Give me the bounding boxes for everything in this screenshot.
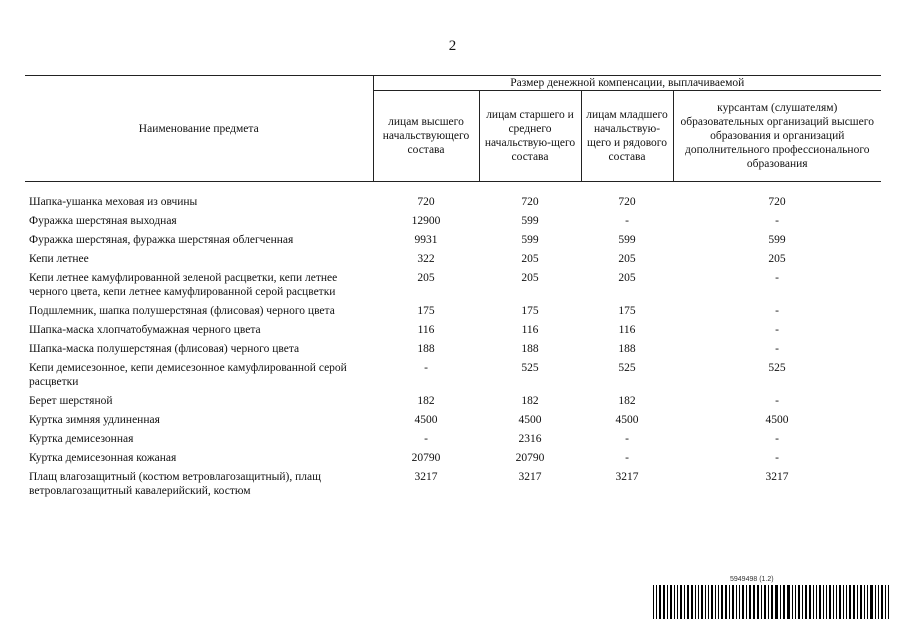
- item-name-cell: Куртка зимняя удлиненная: [29, 414, 160, 427]
- value-cell: 720: [618, 196, 636, 209]
- value-cell: 4500: [414, 414, 438, 427]
- value-cell: -: [775, 324, 779, 337]
- value-cell: 205: [618, 272, 636, 285]
- item-name-cell: Куртка демисезонная кожаная: [29, 452, 177, 465]
- value-cell: 20790: [411, 452, 441, 465]
- item-name-cell: Куртка демисезонная: [29, 433, 134, 446]
- item-name-cell: Кепи летнее: [29, 253, 89, 266]
- value-cell: 182: [618, 395, 636, 408]
- table-row: [25, 212, 881, 231]
- value-cell: 205: [521, 253, 539, 266]
- value-cell: 720: [768, 196, 786, 209]
- value-cell: 175: [521, 305, 539, 318]
- compensation-table-container: [25, 75, 881, 501]
- item-name-cell: Фуражка шерстяная, фуражка шерстяная облегченная: [29, 234, 294, 247]
- value-cell: 116: [521, 324, 539, 337]
- value-cell: 188: [618, 343, 636, 356]
- table-row: [25, 231, 881, 250]
- table-row: [25, 411, 881, 430]
- item-name-cell: Шапка-маска полушерстяная (флисовая) черного цвета: [29, 343, 300, 356]
- item-name-cell: Кепи летнее камуфлированной зеленой расцветки, кепи летнее черного цвета, кепи летнее камуфлированной серой расцветки: [29, 272, 338, 299]
- table-row: [25, 340, 881, 359]
- column-header-junior-command: лицам младшего начальствую-щего и рядового состава: [581, 91, 673, 182]
- value-cell: 4500: [765, 414, 789, 427]
- value-cell: 2316: [518, 433, 542, 446]
- value-cell: -: [775, 305, 779, 318]
- item-name-header: Наименование предмета: [25, 76, 373, 182]
- item-name-cell: Шапка-ушанка меховая из овчины: [29, 196, 198, 209]
- value-cell: 116: [417, 324, 435, 337]
- value-cell: -: [775, 215, 779, 228]
- value-cell: 3217: [765, 471, 789, 484]
- value-cell: -: [424, 433, 428, 446]
- value-cell: 599: [521, 234, 539, 247]
- value-cell: 3217: [518, 471, 542, 484]
- item-name-cell: Шапка-маска хлопчатобумажная черного цвета: [29, 324, 261, 337]
- value-cell: -: [775, 272, 779, 285]
- item-name-cell: Фуражка шерстяная выходная: [29, 215, 177, 228]
- value-cell: 175: [618, 305, 636, 318]
- value-cell: 322: [417, 253, 435, 266]
- table-row: [25, 468, 881, 501]
- table-row: [25, 359, 881, 392]
- value-cell: -: [625, 215, 629, 228]
- value-cell: 4500: [615, 414, 639, 427]
- value-cell: 720: [521, 196, 539, 209]
- value-cell: -: [424, 362, 428, 375]
- value-cell: 599: [618, 234, 636, 247]
- table-row: [25, 449, 881, 468]
- table-row: [25, 250, 881, 269]
- value-cell: -: [625, 433, 629, 446]
- value-cell: 525: [618, 362, 636, 375]
- value-cell: 4500: [518, 414, 542, 427]
- value-cell: 20790: [515, 452, 545, 465]
- table-body: [25, 182, 881, 502]
- value-cell: 720: [417, 196, 435, 209]
- value-cell: 175: [417, 305, 435, 318]
- value-cell: 9931: [414, 234, 438, 247]
- compensation-table: [25, 75, 881, 501]
- table-row: [25, 182, 881, 213]
- value-cell: -: [625, 452, 629, 465]
- value-cell: 182: [417, 395, 435, 408]
- table-row: [25, 392, 881, 411]
- compensation-group-header: Размер денежной компенсации, выплачиваемой: [373, 76, 881, 91]
- value-cell: 599: [521, 215, 539, 228]
- item-name-cell: Плащ влагозащитный (костюм ветровлагозащитный), плащ ветровлагозащитный кавалерийский, костюм: [29, 471, 321, 498]
- value-cell: 525: [521, 362, 539, 375]
- value-cell: 525: [768, 362, 786, 375]
- value-cell: 205: [768, 253, 786, 266]
- value-cell: -: [775, 343, 779, 356]
- value-cell: 205: [417, 272, 435, 285]
- value-cell: 3217: [615, 471, 639, 484]
- item-name-cell: Подшлемник, шапка полушерстяная (флисовая) черного цвета: [29, 305, 335, 318]
- value-cell: -: [775, 433, 779, 446]
- item-name-cell: Кепи демисезонное, кепи демисезонное камуфлированной серой расцветки: [29, 362, 347, 389]
- value-cell: 188: [417, 343, 435, 356]
- value-cell: -: [775, 395, 779, 408]
- table-row: [25, 302, 881, 321]
- value-cell: 116: [618, 324, 636, 337]
- column-header-senior-command: лицам высшего начальствующего состава: [373, 91, 479, 182]
- table-row: [25, 430, 881, 449]
- value-cell: 188: [521, 343, 539, 356]
- table-row: [25, 321, 881, 340]
- barcode-number: 5949498 (1.2): [730, 576, 774, 583]
- table-row: [25, 269, 881, 302]
- value-cell: -: [775, 452, 779, 465]
- value-cell: 3217: [414, 471, 438, 484]
- column-header-middle-command: лицам старшего и среднего начальствую-щего состава: [479, 91, 581, 182]
- page-number: 2: [448, 38, 457, 54]
- column-header-cadets: курсантам (слушателям) образовательных организаций высшего образования и организаций дополнительного профессионального образования: [673, 91, 881, 182]
- barcode-icon: [653, 585, 889, 619]
- value-cell: 599: [768, 234, 786, 247]
- value-cell: 205: [521, 272, 539, 285]
- value-cell: 205: [618, 253, 636, 266]
- value-cell: 12900: [411, 215, 441, 228]
- value-cell: 182: [521, 395, 539, 408]
- item-name-cell: Берет шерстяной: [29, 395, 113, 408]
